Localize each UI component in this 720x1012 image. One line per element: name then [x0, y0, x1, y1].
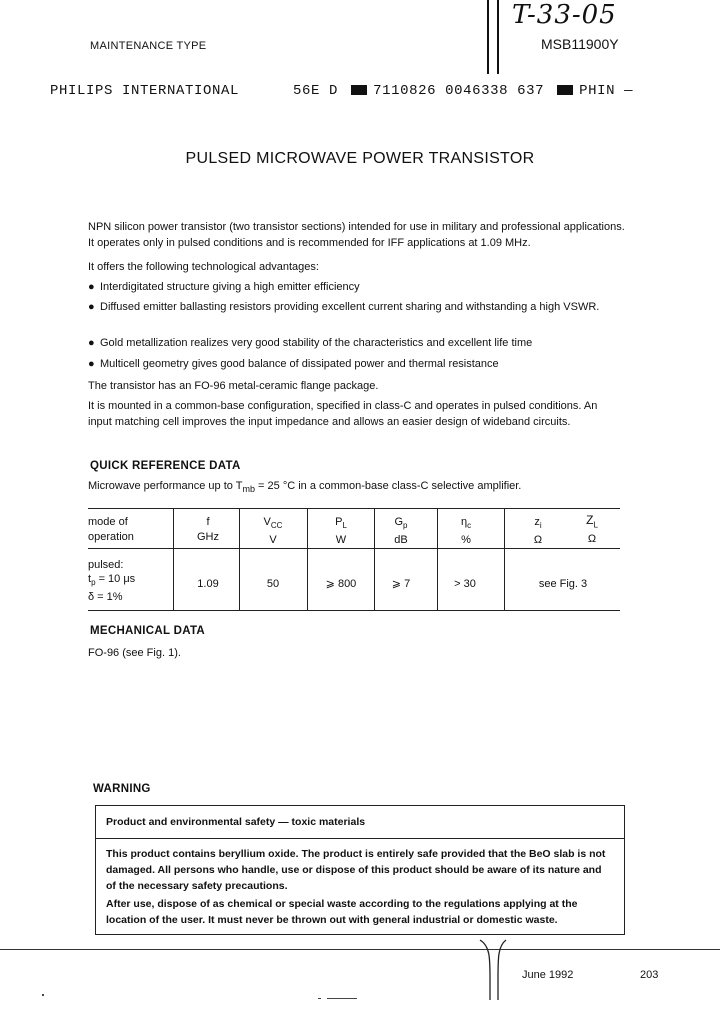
row-gp: ⩾ 7: [391, 578, 411, 590]
bullet-icon: ●: [88, 281, 95, 293]
list-item-text: Gold metallization realizes very good stability of the characteristics and excellent life time: [100, 337, 533, 349]
code-b: 7110826 0046338 637: [373, 83, 545, 99]
row-impedance: see Fig. 3: [538, 578, 588, 590]
warning-heading: WARNING: [93, 783, 151, 795]
company-name: PHILIPS INTERNATIONAL: [50, 83, 240, 99]
table-bottom-rule: [88, 610, 620, 611]
header-gp: $G_p$ dB: [394, 516, 408, 547]
black-block-icon: [557, 85, 573, 95]
row-mode: pulsed: $t_p = 10$ μs δ = 1%: [88, 559, 136, 604]
table-col-divider: [504, 508, 505, 611]
quick-reference-table: [88, 500, 620, 612]
list-item-text: Diffused emitter ballasting resistors providing excellent current sharing and withstanding a high VSWR.: [100, 301, 600, 313]
code-a: 56E D: [293, 83, 339, 99]
warning-box-divider: [95, 838, 625, 839]
footer-rule: [0, 949, 720, 950]
type-number: MSB11900Y: [541, 36, 619, 52]
code-c: PHIN: [579, 83, 616, 99]
row-frequency: 1.09: [197, 578, 219, 590]
bullet-icon: ●: [88, 337, 95, 349]
warning-paragraph-1: This product contains beryllium oxide. The product is entirely safe provided that the BeO slab is not damaged. All persons who handle, use or dispose of this product should be aware of its nature and of the necessary safety precautions.: [106, 848, 606, 892]
table-col-divider: [173, 508, 174, 611]
list-item: [88, 299, 628, 331]
table-col-divider: [374, 508, 375, 611]
header-mode: mode of operation: [88, 516, 134, 543]
list-item: [88, 356, 628, 372]
header-zl: $Z_L$ Ω: [586, 513, 598, 546]
header-divider-left: [487, 0, 489, 74]
list-item-text: Interdigitated structure giving a high emitter efficiency: [100, 281, 360, 293]
footer-mark: [327, 998, 357, 999]
black-block-icon: [351, 85, 367, 95]
maintenance-type-label: MAINTENANCE TYPE: [90, 40, 207, 52]
row-efficiency: > 30: [454, 578, 476, 590]
list-item: [88, 335, 628, 351]
footer-dot: [42, 994, 44, 996]
table-col-divider: [307, 508, 308, 611]
warning-paragraph-2: After use, dispose of as chemical or special waste according to the regulations applying at the location of the user. It must never be thrown out with general industrial or domestic waste.: [106, 898, 578, 926]
table-top-rule: [88, 508, 620, 509]
header-divider-right: [497, 0, 499, 74]
footer-date: June 1992: [522, 969, 574, 981]
bullet-icon: ●: [88, 301, 95, 313]
header-efficiency: $\eta_c$ %: [460, 516, 472, 547]
header-zi: $z_i$ Ω: [533, 516, 543, 547]
page-title: PULSED MICROWAVE POWER TRANSISTOR: [185, 150, 535, 167]
list-item: [88, 279, 628, 295]
table-col-divider: [437, 508, 438, 611]
list-item-text: Multicell geometry gives good balance of dissipated power and thermal resistance: [100, 358, 499, 370]
table-col-divider: [239, 508, 240, 611]
intro-paragraph-3: The transistor has an FO-96 metal-ceramic flange package.: [88, 380, 379, 392]
footer-page-number: 203: [640, 969, 659, 981]
header-pl: $P_L$ W: [335, 516, 347, 547]
handwritten-code: T-33-05: [512, 0, 617, 30]
bullet-icon: ●: [88, 358, 95, 370]
warning-box-title: Product and environmental safety — toxic materials: [106, 816, 366, 828]
intro-paragraph-4: It is mounted in a common-base configuration, specified in class-C and operates in pulsed conditions. An input matching cell improves the input impedance and allows an easier design of wideband circuits.: [88, 400, 598, 428]
mechanical-data-heading: MECHANICAL DATA: [90, 625, 206, 637]
footer-bracket-icon: [478, 938, 508, 1002]
quick-reference-caption: Microwave performance up to $T_{mb} = 25$ °C in a common-base class-C selective amplifier.: [88, 480, 522, 495]
mechanical-data-text: FO-96 (see Fig. 1).: [88, 647, 181, 659]
row-vcc: 50: [266, 578, 280, 590]
header-frequency: f GHz: [197, 516, 219, 543]
footer-mark: [318, 998, 321, 999]
catalog-code-line: PHILIPS INTERNATIONAL 56E D 7110826 0046338 637 PHIN —: [50, 83, 634, 99]
intro-paragraph-2: It offers the following technological advantages:: [88, 261, 319, 273]
row-pl: ⩾ 800: [325, 578, 357, 590]
intro-paragraph-1: NPN silicon power transistor (two transistor sections) intended for use in military and professional applications. It operates only in pulsed conditions and is recommended for IFF applications at 1.09 MHz.: [88, 221, 625, 249]
quick-reference-heading: QUICK REFERENCE DATA: [90, 460, 241, 472]
header-vcc: $V_{CC}$ V: [263, 516, 283, 547]
